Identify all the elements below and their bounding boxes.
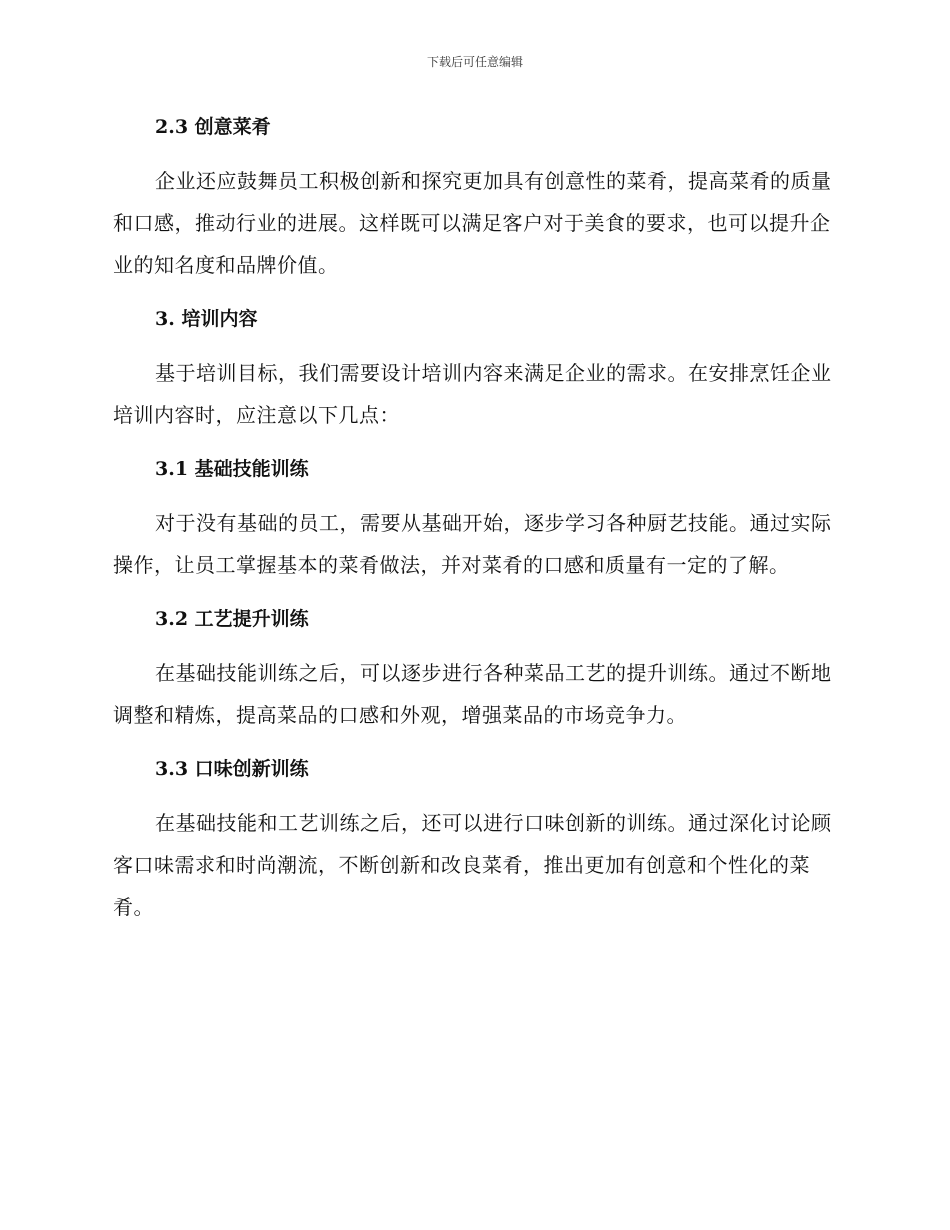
section-heading-2-3: 2.3 创意菜肴 (155, 116, 271, 138)
section-heading-3-1: 3.1 基础技能训练 (155, 458, 309, 480)
section-paragraph-3-2: 在基础技能训练之后，可以逐步进行各种菜品工艺的提升训练。通过不断地调整和精炼，提高菜品的口感和外观，增强菜品的市场竞争力。 (113, 661, 832, 727)
section-paragraph-2-3: 企业还应鼓舞员工积极创新和探究更加具有创意性的菜肴，提高菜肴的质量和口感，推动行业的进展。这样既可以满足客户对于美食的要求，也可以提升企业的知名度和品牌价值。 (113, 169, 832, 277)
section-heading-3-3: 3.3 口味创新训练 (155, 758, 309, 780)
section-paragraph-3-1: 对于没有基础的员工，需要从基础开始，逐步学习各种厨艺技能。通过实际操作，让员工掌握基本的菜肴做法，并对菜肴的口感和质量有一定的了解。 (113, 511, 832, 577)
section-heading-3-2: 3.2 工艺提升训练 (155, 608, 309, 630)
section-paragraph-3: 基于培训目标，我们需要设计培训内容来满足企业的需求。在安排烹饪企业培训内容时，应注意以下几点： (113, 361, 832, 427)
header-note: 下载后可任意编辑 (426, 55, 523, 69)
section-heading-3: 3. 培训内容 (155, 308, 258, 330)
document-body (113, 106, 835, 940)
section-paragraph-3-3: 在基础技能和工艺训练之后，还可以进行口味创新的训练。通过深化讨论顾客口味需求和时尚潮流，不断创新和改良菜肴，推出更加有创意和个性化的菜肴。 (113, 811, 832, 919)
